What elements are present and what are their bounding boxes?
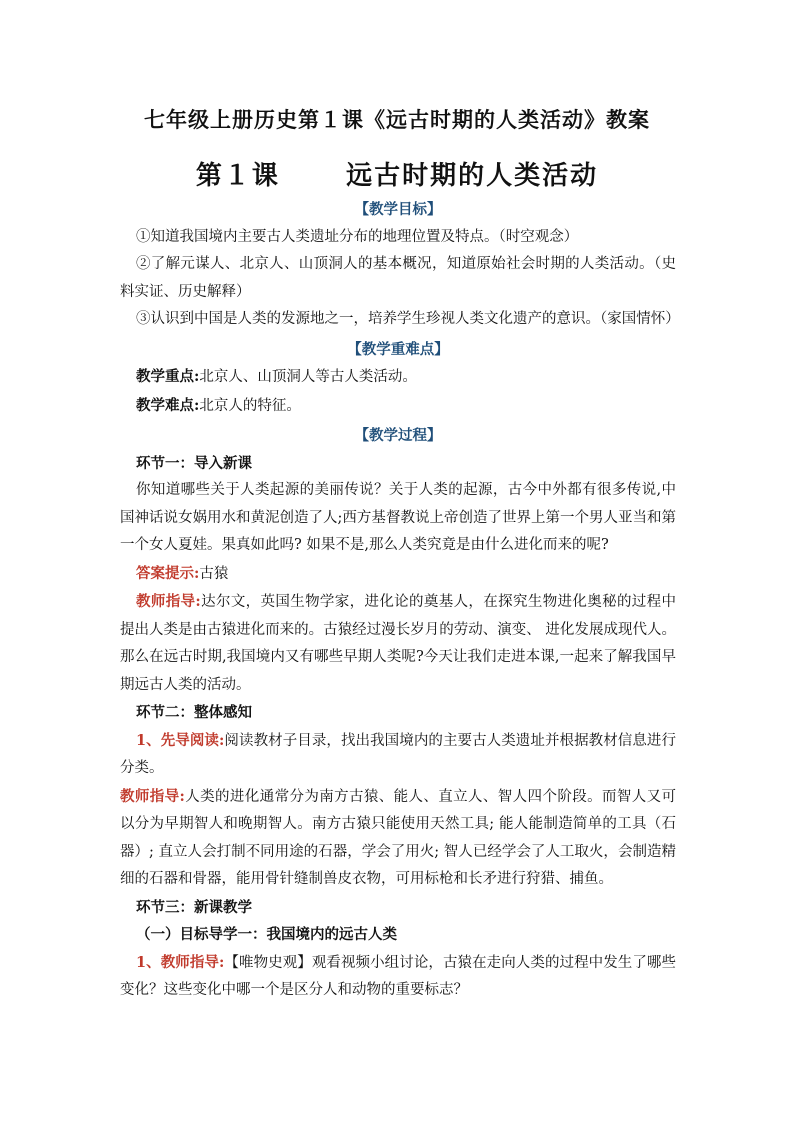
step2-guide-label: 教师指导: xyxy=(120,787,185,805)
objective-item-2: ②了解元谋人、北京人、山顶洞人的基本概况，知道原始社会时期的人类活动。（史料实证、历史解释） xyxy=(120,256,676,300)
step2-reading xyxy=(120,727,676,783)
step3-teacher-guide xyxy=(120,949,676,1005)
step2-title: 环节二：整体感知 xyxy=(136,704,252,721)
step3-subtitle: （一）目标导学一：我国境内的远古人类 xyxy=(136,926,397,943)
lesson-content xyxy=(120,196,680,1005)
step1-guide-text: 达尔文，英国生物学家，进化论的奠基人，在探究生物进化奥秘的过程中提出人类是由古猿进化而来的。古猿经过漫长岁月的劳动、演变、 进化发展成现代人。那么在远古时期,我国境内又有哪些早期人类呢?今天让我们走进本课,一起来了解我国早期远古人类的活动。 xyxy=(120,594,676,693)
step2-teacher-guide xyxy=(120,783,676,894)
step1-teacher-guide xyxy=(120,588,676,699)
step2-reading-text: 阅读教材子目录，找出我国境内的主要古人类遗址并根据教材信息进行分类。 xyxy=(120,732,676,776)
teaching-difficulty-label: 教学难点: xyxy=(136,396,200,414)
lesson-title: 第１课 远古时期的人类活动 xyxy=(195,161,599,191)
objectives-heading: 【教学目标】 xyxy=(354,201,442,218)
key-points-heading: 【教学重难点】 xyxy=(347,340,449,358)
step1-answer xyxy=(120,560,676,589)
teaching-focus xyxy=(120,363,676,392)
answer-hint-label: 答案提示: xyxy=(136,564,200,582)
document-title: 七年级上册历史第１课《远古时期的人类活动》教案 xyxy=(144,107,650,132)
teaching-difficulty xyxy=(120,392,676,421)
step1-intro: 你知道哪些关于人类起源的美丽传说？关于人类的起源，古今中外都有很多传说,中国神话说女娲用水和黄泥创造了人;西方基督教说上帝创造了世界上第一个男人亚当和第一个女人夏娃。果真如此吗? 如果不是,那么人类究竟是由什么进化而来的呢? xyxy=(120,482,676,553)
objective-item-1: ①知道我国境内主要古人类遗址分布的地理位置及特点。（时空观念） xyxy=(136,228,579,245)
process-heading: 【教学过程】 xyxy=(354,427,442,444)
step2-reading-label: 1、先导阅读: xyxy=(136,731,225,749)
step3-title: 环节三：新课教学 xyxy=(136,898,252,916)
objective-item-3: ③认识到中国是人类的发源地之一，培养学生珍视人类文化遗产的意识。（家国情怀） xyxy=(136,311,680,327)
step1-title: 环节一：导入新课 xyxy=(136,454,252,472)
teaching-difficulty-text: 北京人的特征。 xyxy=(199,397,301,414)
step3-guide-text: 【唯物史观】观看视频小组讨论，古猿在走向人类的过程中发生了哪些变化？这些变化中哪一个是区分人和动物的重要标志？ xyxy=(120,954,676,998)
answer-hint-text: 古猿 xyxy=(199,565,229,582)
teaching-focus-text: 北京人、山顶洞人等古人类活动。 xyxy=(199,369,417,385)
step1-guide-label: 教师指导: xyxy=(136,593,201,610)
teaching-focus-label: 教学重点: xyxy=(136,368,200,385)
step2-guide-text: 人类的进化通常分为南方古猿、能人、直立人、智人四个阶段。而智人又可以分为早期智人和晚期智人。南方古猿只能使用天然工具; 能人能制造简单的工具（石器）; 直立人会打制不同用途的石器，学会了用火; 智人已经学会了人工取火，会制造精细的石器和骨器，能用骨针缝制兽皮衣物，可用标枪和长矛进行狩猎、捕鱼。 xyxy=(120,788,676,887)
step3-guide-label: 1、教师指导: xyxy=(136,953,225,971)
